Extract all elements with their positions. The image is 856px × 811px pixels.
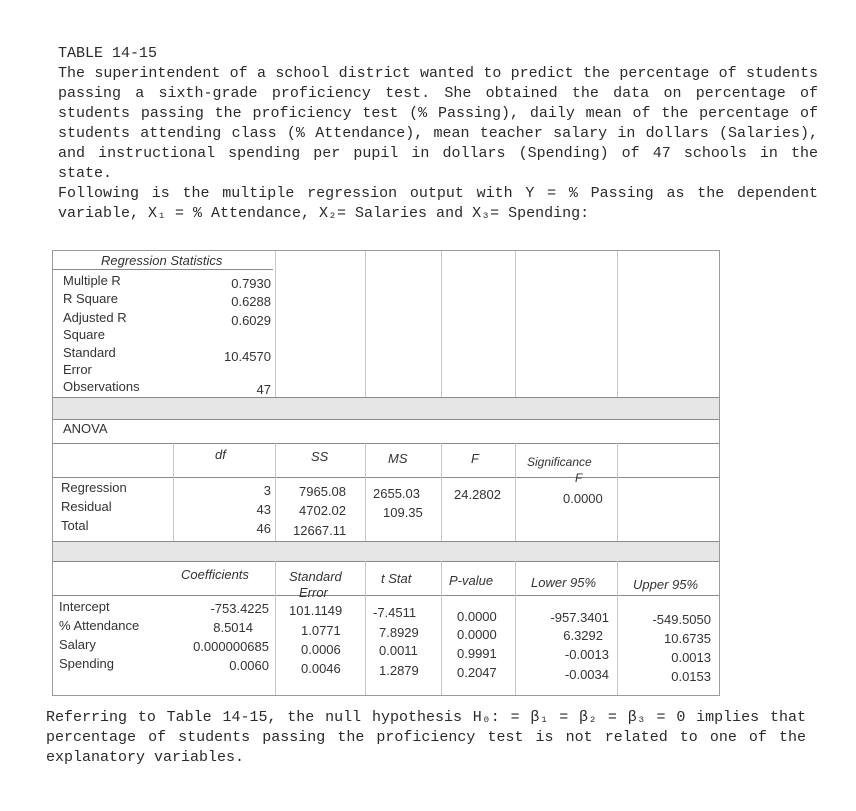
coef-value: 8.5014: [213, 620, 253, 635]
divider: [53, 397, 719, 398]
regression-statistics-title: Regression Statistics: [101, 253, 223, 268]
coef-t-stat: 0.0011: [379, 643, 418, 658]
stat-label: Standard: [63, 345, 116, 360]
grid-line: [275, 561, 276, 695]
anova-ss: 4702.02: [299, 503, 346, 518]
anova-ms: 109.35: [383, 505, 423, 520]
stat-label: Adjusted R: [63, 310, 127, 325]
problem-statement: [58, 44, 818, 224]
stat-label-cont: Error: [63, 362, 92, 377]
stat-value: 0.6288: [231, 294, 271, 309]
coef-upper-95: -549.5050: [652, 612, 711, 627]
stat-value: 10.4570: [224, 349, 271, 364]
anova-title: ANOVA: [63, 421, 108, 436]
grid-line: [275, 251, 276, 397]
anova-header-significance: Significance: [527, 455, 592, 469]
coef-row-label: % Attendance: [59, 618, 140, 633]
divider: [53, 541, 719, 542]
regression-intro: Following is the multiple regression output with Y = % Passing as the dependent variable, X₁ = % Attendance, X₂= Salaries and X₃= Spending:: [58, 185, 818, 222]
grid-line: [365, 251, 366, 397]
stat-value: 47: [256, 382, 271, 397]
grid-line: [441, 561, 442, 695]
grid-line: [365, 443, 366, 541]
stat-label: R Square: [63, 291, 118, 306]
coef-row-label: Salary: [59, 637, 96, 652]
grid-line: [173, 443, 174, 541]
grid-line: [515, 251, 516, 397]
anova-row-label: Total: [61, 518, 89, 533]
anova-header-ss: SS: [311, 449, 329, 464]
coef-header-upper: Upper 95%: [633, 577, 699, 592]
coef-row-label: Spending: [59, 656, 114, 671]
coef-lower-95: -0.0034: [564, 667, 609, 682]
stat-value: 0.6029: [231, 313, 271, 328]
coef-header-tstat: t Stat: [381, 571, 412, 586]
coef-p-value: 0.0000: [457, 609, 497, 624]
coef-row-label: Intercept: [59, 599, 110, 614]
anova-header-df: df: [215, 447, 226, 462]
grid-line: [441, 251, 442, 397]
coef-t-stat: 1.2879: [379, 663, 419, 678]
divider: [53, 561, 719, 562]
anova-df: 3: [263, 483, 271, 498]
anova-ss: 12667.11: [293, 523, 347, 538]
divider: [53, 269, 273, 270]
coef-t-stat: -7.4511: [373, 605, 417, 620]
coef-header-pvalue: P-value: [449, 573, 494, 588]
anova-ss: 7965.08: [299, 484, 346, 499]
anova-df: 43: [256, 502, 271, 517]
coef-upper-95: 0.0153: [671, 669, 711, 684]
coef-header-error: Error: [299, 585, 328, 600]
regression-output-table: [52, 250, 720, 696]
coef-header-coefficients: Coefficients: [181, 567, 249, 582]
coef-lower-95: 6.3292: [563, 628, 603, 643]
anova-f: 24.2802: [454, 487, 501, 502]
stat-label-cont: Square: [63, 327, 105, 342]
coef-header-standard: Standard: [289, 569, 342, 584]
separator-band: [53, 397, 719, 419]
anova-header-significance-f: F: [575, 471, 583, 485]
coef-t-stat: 7.8929: [379, 625, 419, 640]
question-paragraph: Referring to Table 14-15, the null hypothesis H₀: = β₁ = β₂ = β₃ = 0 implies that percentage of students passing the proficiency test is not related to one of the explanatory variables.: [46, 709, 806, 766]
coef-lower-95: -957.3401: [550, 610, 609, 625]
grid-line: [515, 443, 516, 541]
grid-line: [441, 443, 442, 541]
coef-upper-95: 10.6735: [664, 631, 711, 646]
anova-header-f: F: [471, 451, 479, 466]
table-title: TABLE 14-15: [58, 45, 158, 62]
divider: [53, 477, 719, 478]
stat-label: Multiple R: [63, 273, 121, 288]
coef-p-value: 0.9991: [457, 646, 497, 661]
coef-standard-error: 0.0046: [301, 661, 341, 676]
anova-significance: 0.0000: [563, 491, 603, 506]
separator-band: [53, 541, 719, 561]
coef-p-value: 0.0000: [457, 627, 497, 642]
divider: [53, 595, 719, 596]
grid-line: [365, 561, 366, 695]
coef-standard-error: 1.0771: [301, 623, 341, 638]
divider: [53, 419, 719, 420]
stat-label: Observations: [63, 379, 140, 394]
coef-lower-95: -0.0013: [564, 647, 609, 662]
stat-value: 0.7930: [231, 276, 271, 291]
coef-standard-error: 0.0006: [301, 642, 341, 657]
anova-row-label: Regression: [61, 480, 127, 495]
grid-line: [617, 251, 618, 397]
coef-value: -753.4225: [210, 601, 269, 616]
coef-value: 0.0060: [229, 658, 269, 673]
coef-p-value: 0.2047: [457, 665, 497, 680]
anova-row-label: Residual: [61, 499, 112, 514]
divider: [53, 443, 719, 444]
grid-line: [617, 561, 618, 695]
anova-df: 46: [256, 521, 271, 536]
coef-upper-95: 0.0013: [671, 650, 711, 665]
grid-line: [617, 443, 618, 541]
question-text: [46, 708, 806, 768]
grid-line: [275, 443, 276, 541]
anova-ms: 2655.03: [373, 486, 420, 501]
coef-header-lower: Lower 95%: [531, 575, 597, 590]
anova-header-ms: MS: [388, 451, 408, 466]
coef-value: 0.000000685: [193, 639, 269, 654]
problem-paragraph: The superintendent of a school district wanted to predict the percentage of students passing a sixth-grade proficiency test. She obtained the data on percentage of students passing the proficiency test (% Passing), daily mean of the percentage of students attending class (% Attendance), mean teacher salary in dollars (Salaries), and instructional spending per pupil in dollars (Spending) of 47 schools in the state.: [58, 65, 818, 182]
coef-standard-error: 101.1149: [289, 603, 343, 618]
grid-line: [515, 561, 516, 695]
